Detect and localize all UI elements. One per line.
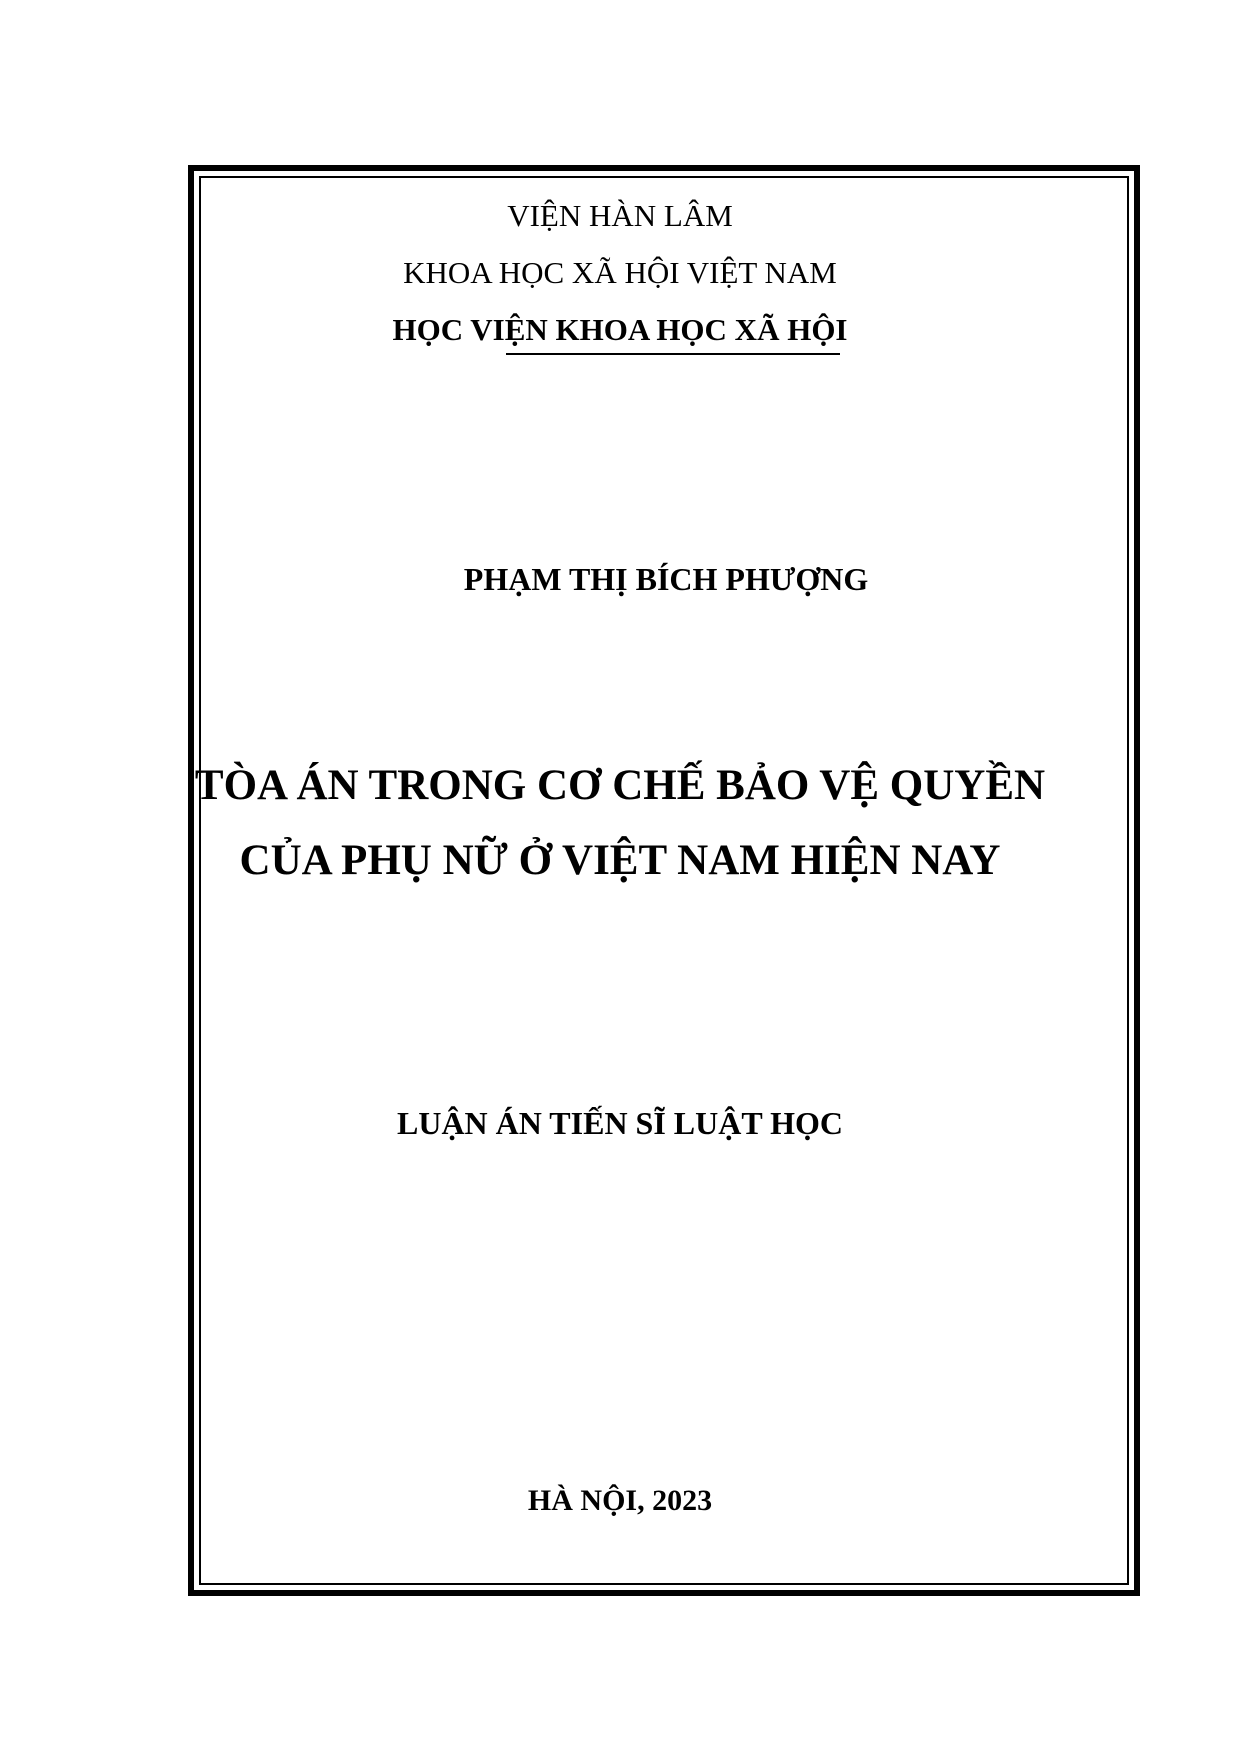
institution-line-2: KHOA HỌC XÃ HỘI VIỆT NAM: [403, 255, 837, 290]
institution-underline: [506, 353, 840, 355]
author-name: PHẠM THỊ BÍCH PHƯỢNG: [463, 561, 869, 597]
degree-label: LUẬN ÁN TIẾN SĨ LUẬT HỌC: [396, 1105, 844, 1141]
place-and-year: HÀ NỘI, 2023: [527, 1484, 713, 1517]
institution-line-1: VIỆN HÀN LÂM: [507, 198, 733, 233]
thesis-title-line-2: CỦA PHỤ NỮ Ở VIỆT NAM HIỆN NAY: [239, 837, 1001, 884]
thesis-title-line-1: TÒA ÁN TRONG CƠ CHẾ BẢO VỆ QUYỀN: [194, 762, 1046, 809]
institution-line-3: HỌC VIỆN KHOA HỌC XÃ HỘI: [392, 312, 848, 347]
